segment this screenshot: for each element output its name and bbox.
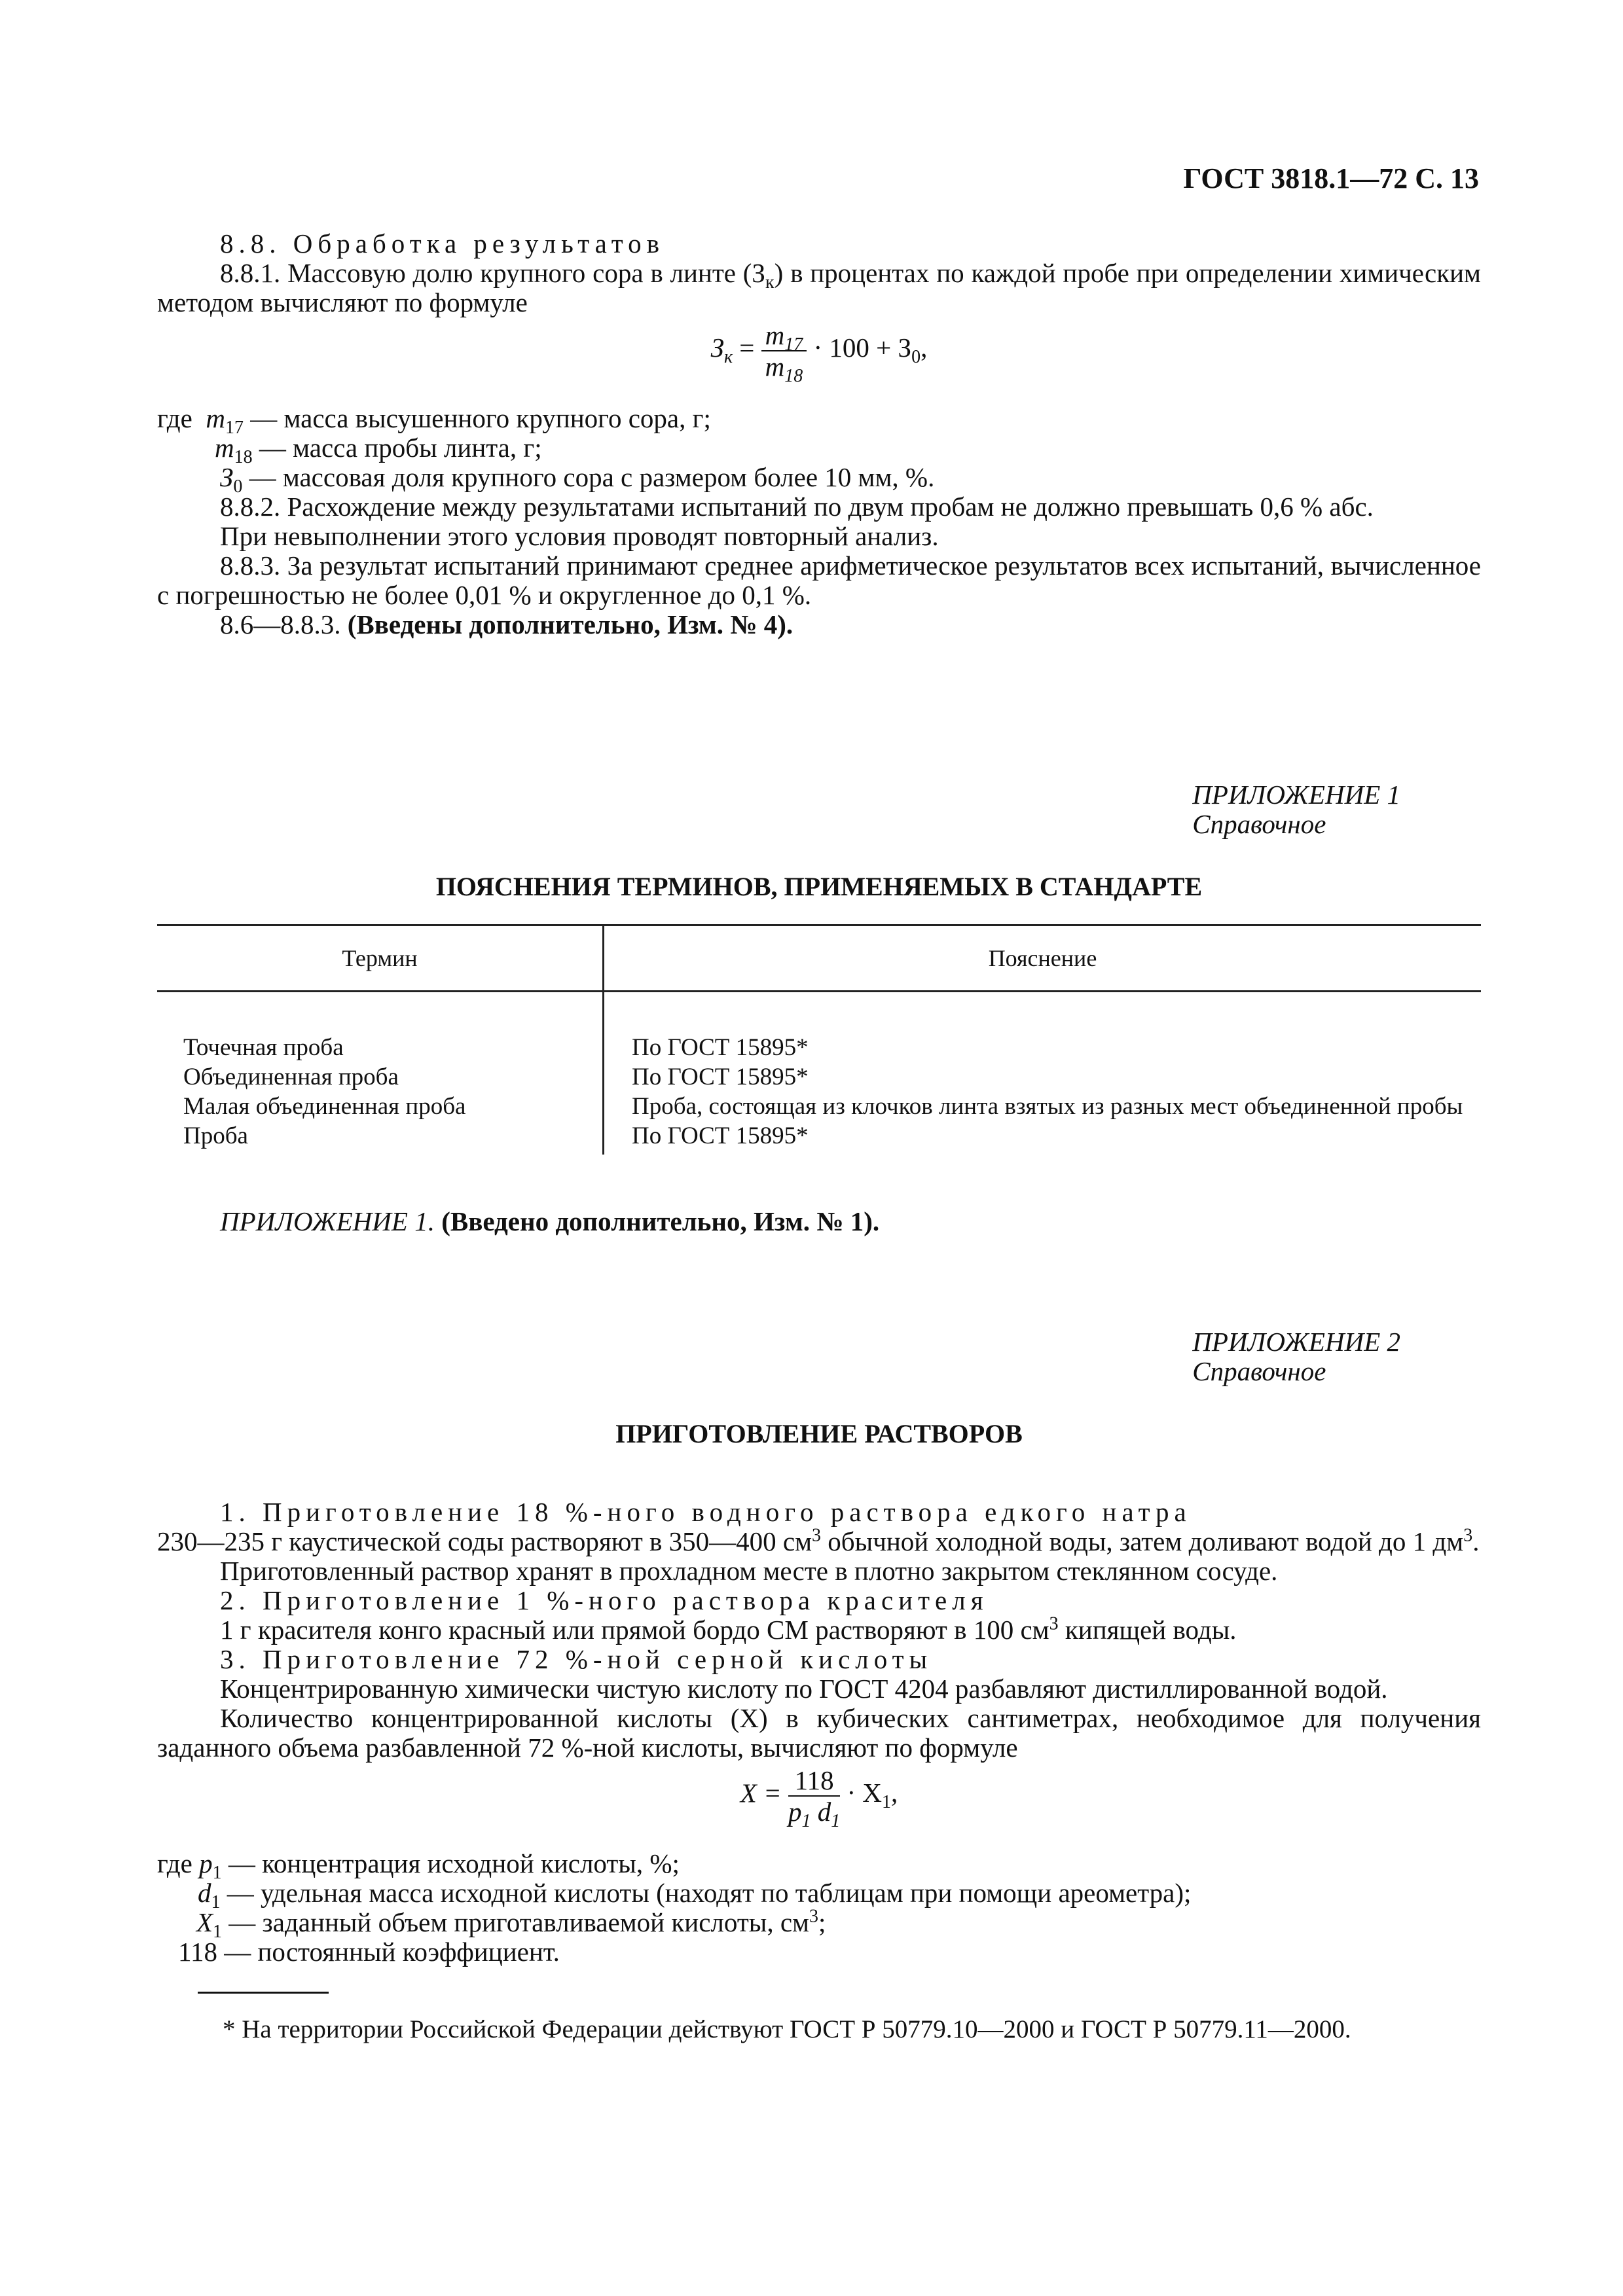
page-header: ГОСТ 3818.1—72 С. 13 — [1183, 162, 1479, 194]
section-8-8 — [157, 229, 1481, 639]
appendix-2-body — [157, 1498, 1481, 1967]
table-row: Малая объединенная проба Проба, состоящая из клочков линта взятых из разных мест объединенной пробы — [157, 1092, 1481, 1121]
subsection-3-text: Концентрированную химически чистую кислоту по ГОСТ 4204 разбавляют дистиллированной водой. — [220, 1674, 1388, 1704]
formula-rest: · $100 + З_0$, — [813, 332, 928, 368]
legend-row: $З_0$ — массовая доля крупного сора с размером более 10 мм, %. — [220, 462, 935, 497]
appendix-2-label: ПРИЛОЖЕНИЕ 2 Справочное — [1192, 1327, 1400, 1386]
column-header-term: Термин — [157, 925, 604, 992]
paragraph-8-8-3: 8.8.3. За результат испытаний принимают среднее арифметическое результатов всех испытаний, вычисленное с погрешностью не более 0,01 % и округленное до 0,1 %. — [157, 550, 1481, 610]
table-row: Объединенная проба По ГОСТ 15895* — [157, 1062, 1481, 1092]
legend-row: $d_1$ — удельная масса исходной кислоты (находят по таблицам при помощи ареометра); — [198, 1878, 1192, 1913]
paragraph-8-8-2: 8.8.2. Расхождение между результатами испытаний по двум пробам не должно превышать 0,6 % абс. — [220, 492, 1374, 522]
formula-lhs: $З_к$ — [710, 332, 733, 368]
legend-row: где $p_1$ — концентрация исходной кислоты, %; — [157, 1848, 680, 1884]
terms-table — [157, 924, 1481, 1155]
table-row: Проба По ГОСТ 15895* — [157, 1121, 1481, 1155]
appendix-1-title: ПОЯСНЕНИЯ ТЕРМИНОВ, ПРИМЕНЯЕМЫХ В СТАНДАРТЕ — [435, 872, 1203, 901]
paragraph-8-8-2b: При невыполнении этого условия проводят повторный анализ. — [220, 521, 939, 551]
appendix-2-title: ПРИГОТОВЛЕНИЕ РАСТВОРОВ — [615, 1419, 1023, 1448]
legend-row: $m_{18}$ — масса пробы линта, г; — [215, 433, 542, 468]
table-row: Точечная проба По ГОСТ 15895* — [157, 992, 1481, 1063]
legend-row: 118 — постоянный коэффициент. — [178, 1937, 560, 1967]
formula-2: X = $\frac{118}{p_1 d_1}$ · $X_1$, — [740, 1765, 898, 1832]
appendix-1-amendment-note: ПРИЛОЖЕНИЕ 1. (Введено дополнительно, Изм. № 1). — [220, 1206, 880, 1236]
subsection-1-storage: Приготовленный раствор хранят в прохладном месте в плотно закрытом стеклянном сосуде. — [220, 1556, 1278, 1586]
subsection-1-title: 1. Приготовление 18 %-ного водного раствора едкого натра — [220, 1497, 1192, 1527]
formula-fraction: $\frac{118}{p_1 d_1}$ — [788, 1765, 841, 1832]
formula-2-legend — [157, 1849, 1481, 1967]
section-title: 8.8. Обработка результатов — [220, 228, 665, 259]
appendix-1-label: ПРИЛОЖЕНИЕ 1 Справочное — [1192, 780, 1400, 839]
column-header-explanation: Пояснение — [604, 925, 1482, 992]
footnote-divider — [198, 1992, 329, 1994]
subsection-2-title: 2. Приготовление 1 %-ного раствора красителя — [220, 1585, 989, 1615]
subsection-2-text: 1 г красителя конго красный или прямой бордо СМ растворяют в 100 $см^3$ кипящей воды. — [220, 1613, 1237, 1645]
subsection-1-text: 230—235 г каустической соды растворяют в 350—400 $см^3$ обычной холодной воды, затем доливают водой до 1 $дм^3$. — [157, 1525, 1480, 1556]
legend-row: где $m_{17}$ — масса высушенного крупного сора, г; — [157, 403, 711, 439]
legend-row: $X_1$ — заданный объем приготавливаемой кислоты, $см^3$; — [196, 1906, 826, 1943]
amendment-note-4: 8.6—8.8.3. (Введены дополнительно, Изм. № 4). — [220, 609, 793, 639]
subsection-3-formula-intro: Количество концентрированной кислоты (X) в кубических сантиметрах, необходимое для получения заданного объема разбавленной 72 %-ной кислоты, вычисляют по формуле — [157, 1703, 1481, 1763]
footnote: * На территории Российской Федерации действуют ГОСТ Р 50779.10—2000 и ГОСТ Р 50779.11—2000. — [223, 2015, 1351, 2043]
formula-1-legend — [157, 403, 1481, 497]
formula-1: $З_к$ = $\frac{m_{17}}{m_{18}}$ · $100 + З_0$, — [710, 320, 928, 387]
formula-rest: · $X_1$, — [847, 1778, 898, 1813]
subsection-3-title: 3. Приготовление 72 %-ной серной кислоты — [220, 1644, 933, 1674]
formula-fraction: $\frac{m_{17}}{m_{18}}$ — [761, 320, 807, 382]
paragraph-8-8-1: 8.8.1. Массовую долю крупного сора в линте $(З_к)$ в процентах по каждой пробе при определении химическим методом вычисляют по формуле — [157, 258, 1481, 317]
